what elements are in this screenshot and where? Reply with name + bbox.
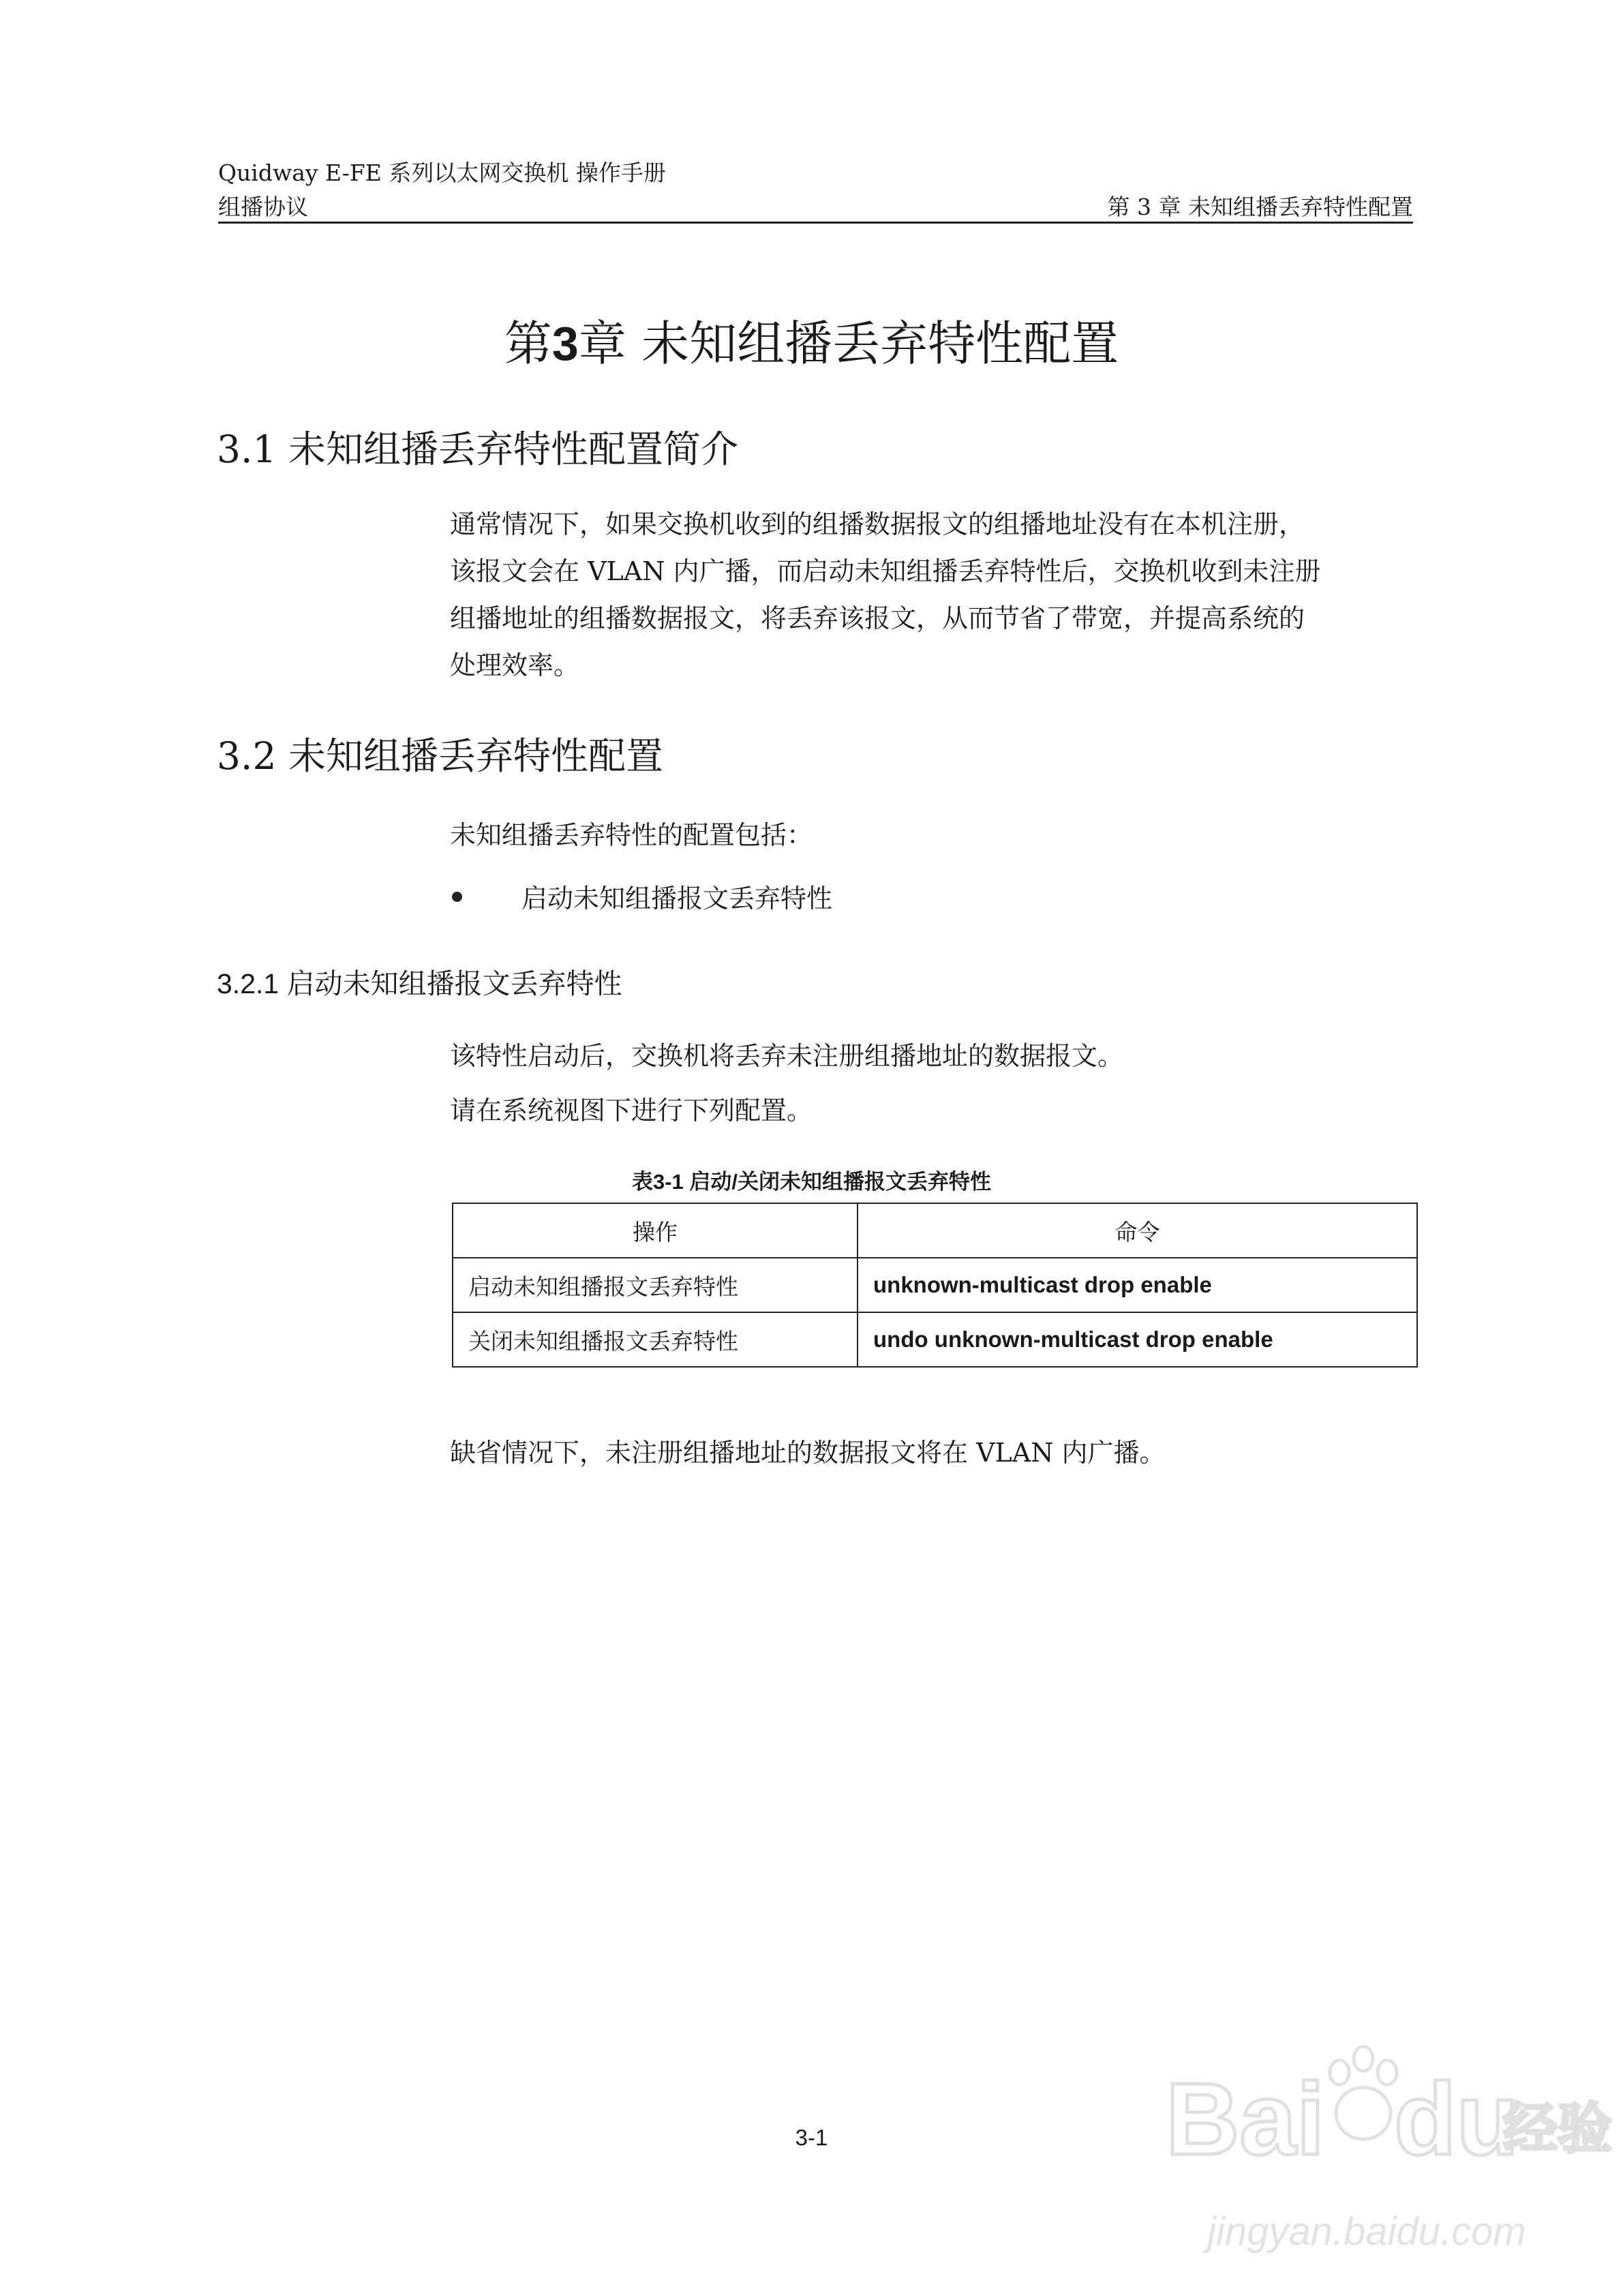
chapter-suffix: 章 未知组播丢弃特性配置 <box>578 316 1119 372</box>
table-row <box>453 1312 1417 1367</box>
paragraph-line: 通常情况下，如果交换机收到的组播数据报文的组播地址没有在本机注册， <box>450 509 1305 539</box>
watermark-url: jingyan.baidu.com <box>1207 2209 1526 2254</box>
table-header-command: 命令 <box>858 1203 1417 1258</box>
bullet-icon <box>452 892 462 902</box>
section-3-2-heading: 3.2 未知组播丢弃特性配置 <box>217 734 663 778</box>
table-header-operation: 操作 <box>453 1203 858 1258</box>
header-manual-title: Quidway E-FE 系列以太网交换机 操作手册 <box>218 160 666 186</box>
table-cell-operation: 启动未知组播报文丢弃特性 <box>453 1258 858 1312</box>
svg-text:Bai: Bai <box>1166 2061 1325 2176</box>
table-cell-command: unknown-multicast drop enable <box>858 1258 1417 1312</box>
header-divider <box>218 222 1413 224</box>
paragraph-line: 处理效率。 <box>450 650 580 680</box>
default-behavior-note: 缺省情况下，未注册组播地址的数据报文将在 VLAN 内广播。 <box>450 1438 1166 1468</box>
section-3-1-paragraph <box>450 501 1418 689</box>
paragraph-line: 该报文会在 VLAN 内广播，而启动未知组播丢弃特性后，交换机收到未注册 <box>450 556 1321 586</box>
table-cell-operation: 关闭未知组播报文丢弃特性 <box>453 1312 858 1367</box>
baidu-watermark-logo <box>1159 2038 1612 2176</box>
table-cell-command: undo unknown-multicast drop enable <box>858 1312 1417 1367</box>
table-row <box>453 1258 1417 1312</box>
paragraph-line: 组播地址的组播数据报文，将丢弃该报文，从而节省了带宽，并提高系统的 <box>450 603 1305 633</box>
section-3-2-1-line2: 请在系统视图下进行下列配置。 <box>450 1096 813 1126</box>
chapter-prefix: 第 <box>504 316 552 372</box>
header-section: 组播协议 <box>218 194 308 220</box>
section-3-1-heading: 3.1 未知组播丢弃特性配置简介 <box>217 427 738 471</box>
table-header-row <box>453 1203 1417 1258</box>
chapter-number: 3 <box>551 317 579 370</box>
header-chapter-ref: 第 3 章 未知组播丢弃特性配置 <box>1107 194 1413 220</box>
section-3-2-1-heading: 3.2.1 启动未知组播报文丢弃特性 <box>217 968 622 999</box>
bullet-item: 启动未知组播报文丢弃特性 <box>521 883 833 913</box>
section-3-2-intro: 未知组播丢弃特性的配置包括： <box>450 820 813 850</box>
page-number: 3-1 <box>795 2125 828 2150</box>
config-table <box>452 1203 1418 1368</box>
table-caption: 表3-1 启动/关闭未知组播报文丢弃特性 <box>631 1170 992 1194</box>
section-3-2-1-line1: 该特性启动后，交换机将丢弃未注册组播地址的数据报文。 <box>450 1041 1124 1071</box>
svg-text:du: du <box>1394 2061 1519 2176</box>
chapter-title <box>0 305 1623 374</box>
svg-text:经验: 经验 <box>1503 2097 1612 2160</box>
